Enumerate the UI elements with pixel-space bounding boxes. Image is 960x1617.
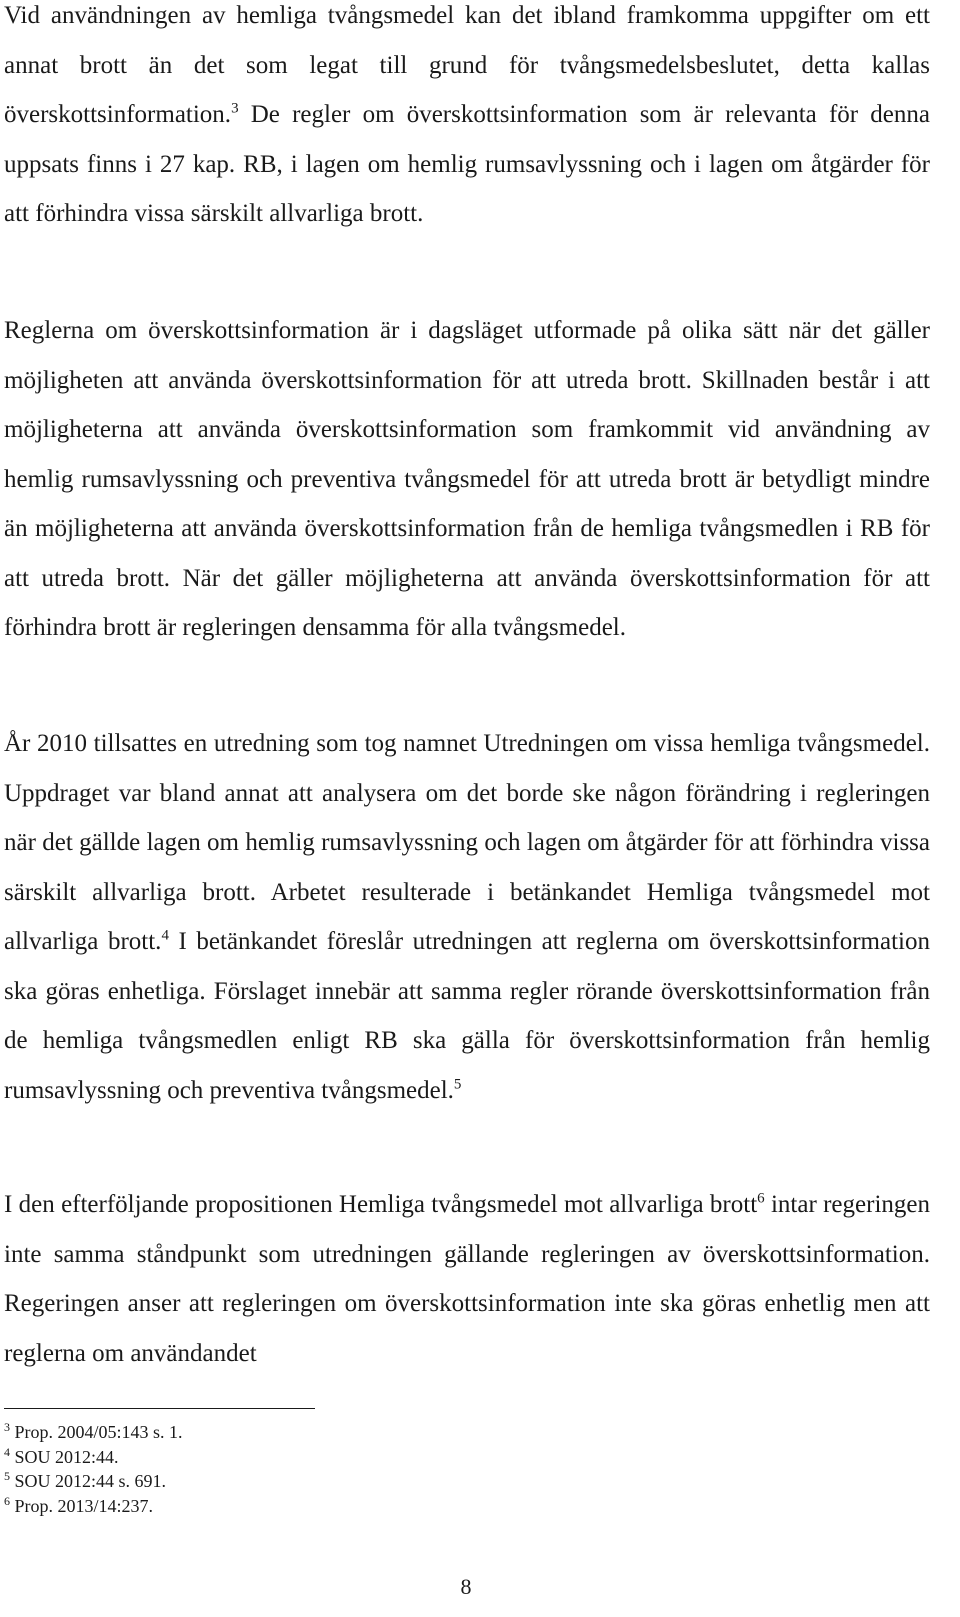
footnote-number: 5: [4, 1469, 10, 1483]
footnote-separator: [4, 1408, 315, 1409]
footnote-number: 3: [4, 1420, 10, 1434]
footnote-number: 4: [4, 1444, 10, 1459]
footnote-text: SOU 2012:44 s. 691.: [10, 1471, 167, 1491]
footnote-number: 6: [4, 1493, 10, 1508]
footnote-reference[interactable]: 3: [231, 100, 239, 117]
paragraph-text: I den efterföljande propositionen Hemliga tvångsmedel mot allvarliga brott: [4, 1191, 758, 1218]
footnote-reference[interactable]: 4: [161, 927, 169, 944]
page-number: 8: [460, 1574, 472, 1599]
paragraph-text: De regler om överskottsinformation som är relevanta för denna uppsats finns i 27 kap. RB, i lagen om hemlig rumsavlyssning och i lagen om åtgärder för att förhindra vissa särskilt allvarliga brott.: [4, 101, 930, 227]
paragraph-text: Vid användningen av hemliga tvångsmedel kan det ibland framkomma uppgifter om ett annat brott än det som legat till grund för tvångsmedelsbeslutet, detta kallas överskottsinformation.: [4, 2, 930, 128]
footnote: [4, 1420, 604, 1445]
paragraph-text: Reglerna om överskottsinformation är i dagsläget utformade på olika sätt när det gäller möjligheten att använda överskottsinformation för att utreda brott. Skillnaden består i att möjligheterna att använda överskottsinformation som framkommit vid användning av hemlig rumsavlyssning och preventiva tvångsmedel för att utreda brott är betydligt mindre än möjligheterna att använda överskottsinformation från de hemliga tvångsmedlen i RB för att utreda brott. När det gäller möjligheterna att använda överskottsinformation för att förhindra brott är regleringen densamma för alla tvångsmedel.: [4, 317, 930, 641]
body-paragraph: [4, 0, 930, 239]
body-paragraph: [4, 1180, 930, 1378]
footnote-text: SOU 2012:44.: [10, 1446, 119, 1467]
paragraph-text: I betänkandet föreslår utredningen att reglerna om överskottsinformation ska göras enhetliga. Förslaget innebär att samma regler rörande överskottsinformation från de hemliga tvångsmedlen enligt RB ska gälla för överskottsinformation från hemlig rumsavlyssning och preventiva tvångsmedel.: [4, 928, 930, 1104]
footnote: [4, 1469, 604, 1494]
body-paragraph: [4, 306, 930, 653]
footnote-text: Prop. 2004/05:143 s. 1.: [10, 1422, 183, 1442]
footnote-list: [4, 1420, 604, 1518]
footnote-reference[interactable]: 6: [757, 1190, 765, 1207]
footnote-text: Prop. 2013/14:237.: [10, 1495, 154, 1516]
footnote: [4, 1494, 604, 1519]
body-paragraph: [4, 719, 930, 1115]
footnote-reference[interactable]: 5: [453, 1076, 462, 1093]
footnote: [4, 1445, 604, 1470]
paragraph-text: År 2010 tillsattes en utredning som tog namnet Utredningen om vissa hemliga tvångsmedel. Uppdraget var bland annat att analysera om det borde ske någon förändring i regleringen när det gällde lagen om hemlig rumsavlyssning och lagen om åtgärder för att förhindra vissa särskilt allvarliga brott. Arbetet resulterade i betänkandet Hemliga tvångsmedel mot allvarliga brott.: [4, 730, 930, 955]
paragraph-text: intar regeringen inte samma ståndpunkt som utredningen gällande regleringen av överskottsinformation. Regeringen anser att regleringen om överskottsinformation inte ska göras enhetlig men att reglerna om användandet: [4, 1191, 930, 1367]
